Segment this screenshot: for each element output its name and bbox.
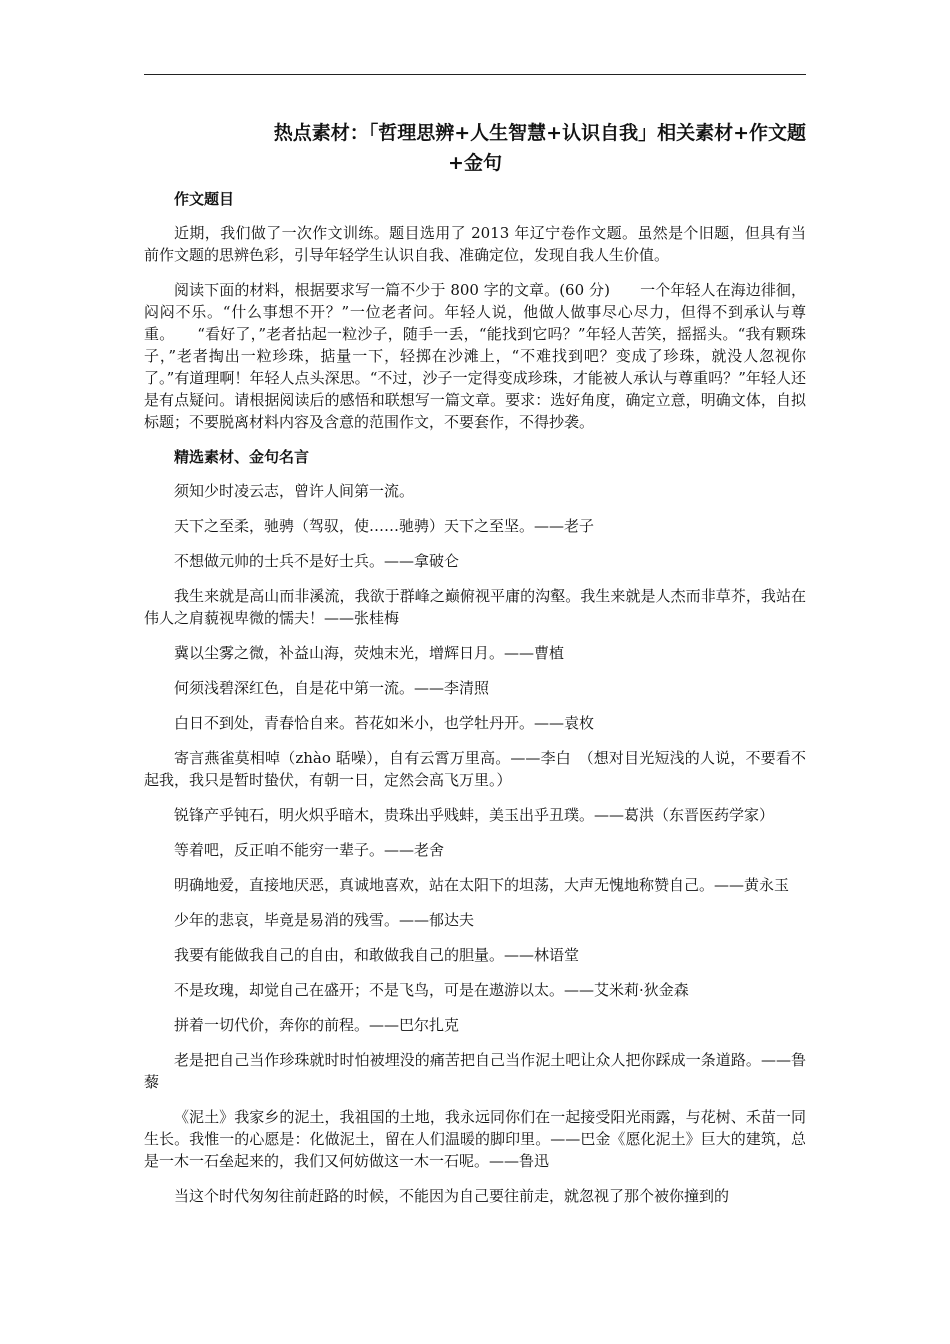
- document-title-line-2: +金句: [448, 152, 502, 174]
- quote-item: 何须浅碧深红色，自是花中第一流。——李清照: [174, 679, 490, 697]
- quote-item: 天下之至柔，驰骋（驾驭，使……驰骋）天下之至坚。——老子: [174, 517, 595, 535]
- quote-item: 不是玫瑰，却觉自己在盛开；不是飞鸟，可是在遨游以太。——艾米莉·狄金森: [174, 981, 689, 999]
- quote-item: 我要有能做我自己的自由，和敢做我自己的胆量。——林语堂: [174, 946, 580, 964]
- prompt-paragraph: 阅读下面的材料，根据要求写一篇不少于 800 字的文章。(60 分) 一个年轻人在海边徘徊，闷闷不乐。“什么事想不开？”一位老者问。年轻人说，他做人做事尽心尽力，但得不到承认与尊重。 “看好了，”老者拈起一粒沙子，随手一丢，“能找到它吗？”年轻人苦笑，摇摇头。“我有颗珠子，”老者掏出一粒珍珠，掂量一下，轻掷在沙滩上，“不难找到吧？变成了珍珠，就没人忽视你了。”有道理啊！年轻人点头深思。“不过，沙子一定得变成珍珠，才能被人承认与尊重吗？”年轻人还是有点疑问。请根据阅读后的感悟和联想写一篇文章。要求：选好角度，确定立意，明确文体，自拟标题；不要脱离材料内容及含意的范围作文，不要套作，不得抄袭。: [144, 281, 806, 431]
- document-title-line-1: 热点素材：「哲理思辨+人生智慧+认识自我」相关素材+作文题: [273, 122, 806, 144]
- quote-item: 《泥土》我家乡的泥土，我祖国的土地，我永远同你们在一起接受阳光雨露，与花树、禾苗一同生长。我惟一的心愿是：化做泥土，留在人们温暖的脚印里。——巴金《愿化泥土》巨大的建筑，总是一木一石垒起来的，我们又何妨做这一木一石呢。——鲁迅: [144, 1108, 806, 1170]
- quote-item: 拼着一切代价，奔你的前程。——巴尔扎克: [174, 1016, 460, 1034]
- header-rule: [144, 74, 806, 75]
- intro-paragraph: 近期，我们做了一次作文训练。题目选用了 2013 年辽宁卷作文题。虽然是个旧题，但具有当前作文题的思辨色彩，引导年轻学生认识自我、准确定位，发现自我人生价值。: [144, 224, 806, 264]
- quote-item: 须知少时凌云志，曾许人间第一流。: [174, 482, 415, 500]
- quote-item: 少年的悲哀，毕竟是易消的残雪。——郁达夫: [174, 911, 475, 929]
- quote-item: 寄言燕雀莫相啅（zhào 聒噪），自有云霄万里高。——李白 （想对目光短浅的人说，不要看不起我，我只是暂时蛰伏，有朝一日，定然会高飞万里。）: [144, 749, 806, 789]
- quote-item: 锐锋产乎钝石，明火炽乎暗木，贵珠出乎贱蚌，美玉出乎丑璞。——葛洪（东晋医药学家）: [174, 806, 775, 824]
- quote-item: 冀以尘雾之微，补益山海，荧烛末光，增辉日月。——曹植: [174, 644, 565, 662]
- quote-item: 我生来就是高山而非溪流，我欲于群峰之巅俯视平庸的沟壑。我生来就是人杰而非草芥，我站在伟人之肩藐视卑微的懦夫！——张桂梅: [144, 587, 806, 627]
- quote-item: 等着吧，反正咱不能穷一辈子。——老舍: [174, 841, 445, 859]
- document-title: [144, 118, 806, 178]
- quote-item: 白日不到处，青春恰自来。苔花如米小，也学牡丹开。——袁枚: [174, 714, 595, 732]
- quote-item: 当这个时代匆匆往前赶路的时候，不能因为自己要往前走，就忽视了那个被你撞到的: [174, 1187, 730, 1205]
- quote-item: 不想做元帅的士兵不是好士兵。——拿破仑: [174, 552, 460, 570]
- document-body: [144, 118, 806, 1220]
- section-heading-essay-topic: 作文题目: [174, 190, 235, 208]
- section-heading-quotes: 精选素材、金句名言: [174, 448, 310, 466]
- quote-item: 明确地爱，直接地厌恶，真诚地喜欢，站在太阳下的坦荡，大声无愧地称赞自己。——黄永玉: [174, 876, 790, 894]
- quote-item: 老是把自己当作珍珠就时时怕被埋没的痛苦把自己当作泥土吧让众人把你踩成一条道路。——鲁藜: [144, 1051, 806, 1091]
